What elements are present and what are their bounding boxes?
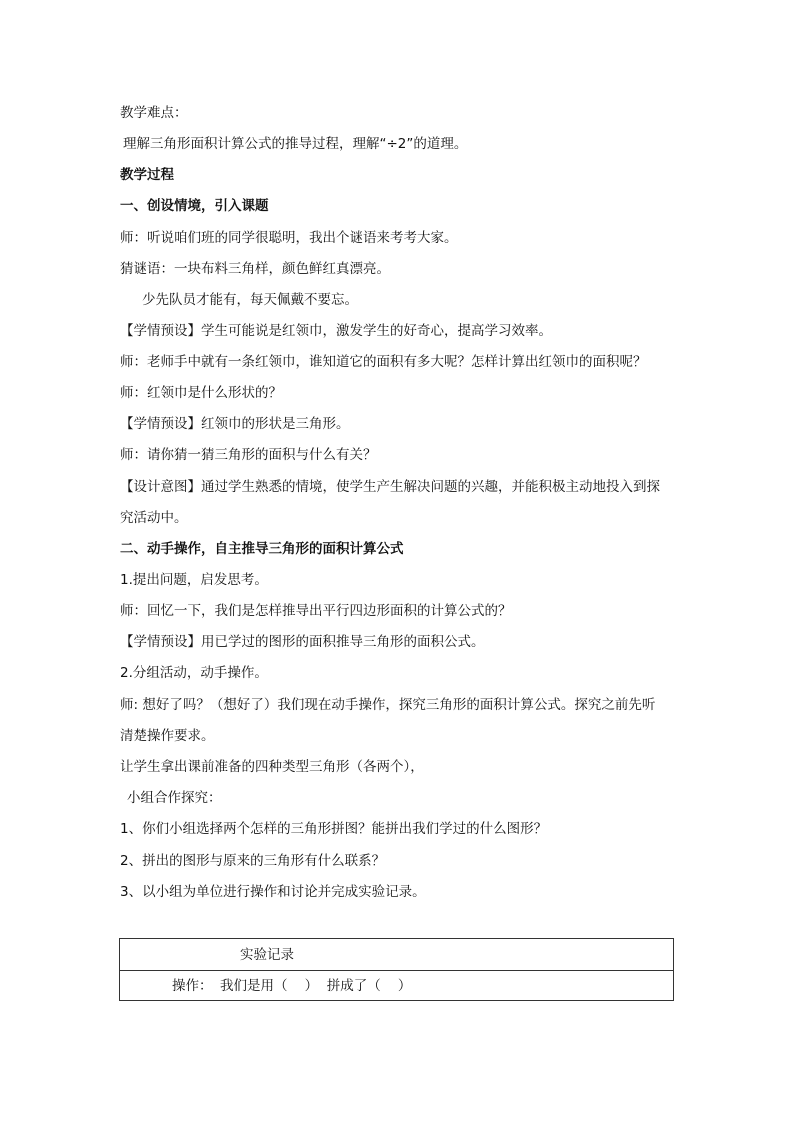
- paragraph: 师：红领巾是什么形状的？: [120, 385, 282, 401]
- record-title: 实验记录: [240, 947, 294, 963]
- paragraph: 清楚操作要求。: [120, 728, 215, 744]
- paragraph: 师：听说咱们班的同学很聪明，我出个谜语来考考大家。: [120, 230, 458, 246]
- paragraph: 2.分组活动，动手操作。: [120, 665, 268, 681]
- question-item: 1、你们小组选择两个怎样的三角形拼图？能拼出我们学过的什么图形？: [120, 821, 548, 837]
- paragraph: 猜谜语：一块布料三角样，颜色鲜红真漂亮。: [120, 261, 390, 277]
- paragraph: 师：老师手中就有一条红领巾，谁知道它的面积有多大呢？怎样计算出红领巾的面积呢？: [120, 354, 647, 370]
- paragraph: 师：回忆一下，我们是怎样推导出平行四边形面积的计算公式的？: [120, 603, 512, 619]
- paragraph: 【学情预设】红领巾的形状是三角形。: [120, 416, 350, 432]
- question-item: 2、拼出的图形与原来的三角形有什么联系？: [120, 853, 386, 869]
- paragraph: 【学情预设】用已学过的图形的面积推导三角形的面积公式。: [120, 634, 485, 650]
- section2-heading: 二、动手操作，自主推导三角形的面积计算公式: [120, 541, 404, 557]
- operation-label: 操作：: [172, 978, 213, 994]
- process-heading: 教学过程: [120, 167, 174, 183]
- paragraph: 1.提出问题，启发思考。: [120, 572, 268, 588]
- paragraph: 【学情预设】学生可能说是红领巾，激发学生的好奇心，提高学习效率。: [120, 323, 552, 339]
- table-row: [120, 971, 673, 1001]
- paragraph: 师: 想好了吗？（想好了）我们现在动手操作，探究三角形的面积计算公式。探究之前先听: [120, 697, 656, 713]
- table-row: [120, 939, 673, 971]
- paragraph: 【设计意图】通过学生熟悉的情境，使学生产生解决问题的兴趣，并能积极主动地投入到探: [120, 479, 660, 495]
- experiment-record-table: [119, 938, 674, 1001]
- paragraph: 究活动中。: [120, 510, 188, 526]
- difficulty-heading: 教学难点：: [120, 105, 188, 121]
- paragraph: 小组合作探究：: [127, 790, 222, 806]
- operation-text: 我们是用（ ） 拼成了（ ）: [220, 978, 412, 994]
- paragraph: 少先队员才能有，每天佩戴不要忘。: [142, 292, 358, 308]
- difficulty-text: 理解三角形面积计算公式的推导过程，理解“÷2”的道理。: [123, 136, 468, 152]
- paragraph: 师：请你猜一猜三角形的面积与什么有关？: [120, 447, 377, 463]
- paragraph: 让学生拿出课前准备的四种类型三角形（各两个），: [120, 759, 424, 775]
- section1-heading: 一、创设情境，引入课题: [120, 198, 269, 214]
- question-item: 3、以小组为单位进行操作和讨论并完成实验记录。: [120, 884, 426, 900]
